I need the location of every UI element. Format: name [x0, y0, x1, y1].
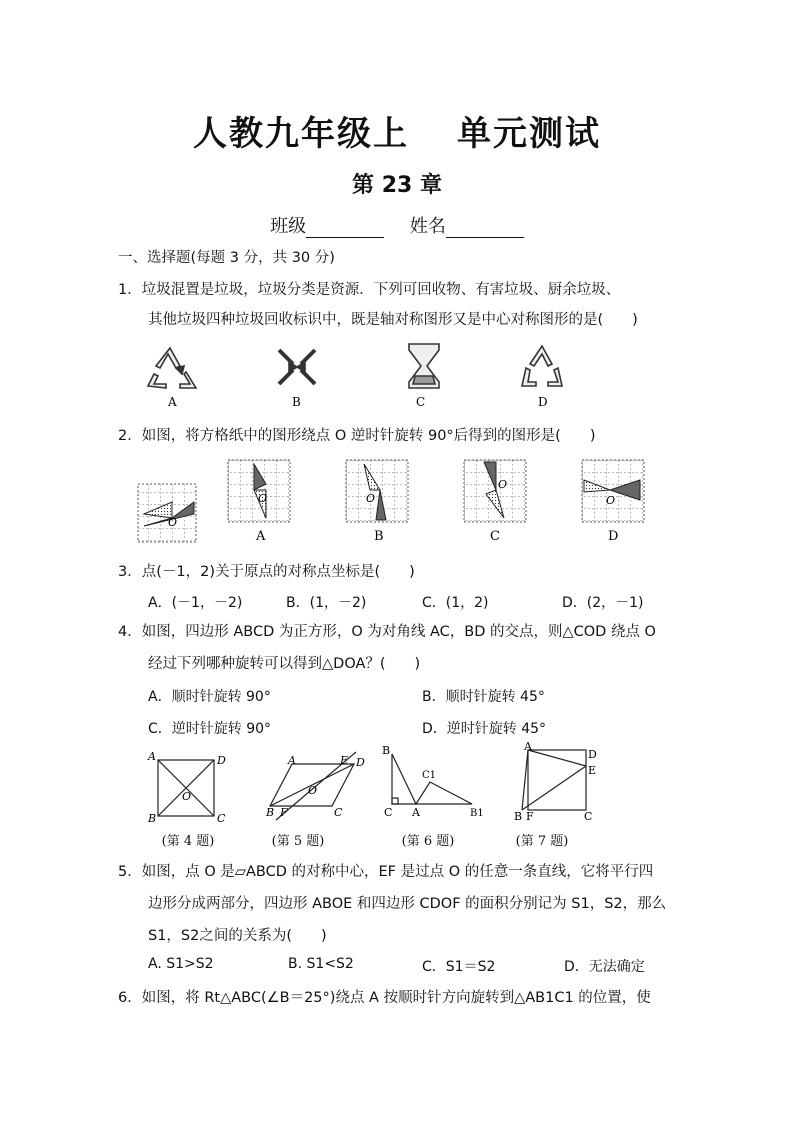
- hourglass-icon: [409, 344, 439, 388]
- svg-text:O: O: [168, 516, 178, 529]
- q4-line2: 经过下列哪种旋转可以得到△DOA？( ): [148, 656, 421, 672]
- svg-text:A: A: [524, 742, 532, 753]
- q5-option-a[interactable]: A. S1>S2: [148, 956, 214, 972]
- q2-option-d-figure: [582, 460, 644, 522]
- name-label: 姓名: [409, 216, 446, 237]
- q2-label-d: D: [608, 529, 619, 544]
- q4-option-c[interactable]: C．逆时针旋转 90°: [148, 721, 272, 737]
- q5-option-c[interactable]: C．S1＝S2: [422, 959, 496, 975]
- q5-line1: 5．如图，点 O 是▱ABCD 的对称中心，EF 是过点 O 的任意一条直线，它将平行四: [118, 864, 654, 880]
- svg-text:C: C: [217, 812, 226, 825]
- svg-text:O: O: [366, 492, 376, 505]
- recycle-icon: [522, 346, 562, 386]
- svg-text:A: A: [412, 806, 420, 819]
- svg-text:F: F: [280, 806, 288, 819]
- svg-text:B: B: [266, 806, 275, 819]
- q5-line3: S1，S2之间的关系为( ): [148, 928, 327, 944]
- svg-text:O: O: [182, 790, 192, 803]
- section-heading: 一、选择题(每题 3 分，共 30 分): [118, 250, 335, 266]
- svg-text:D: D: [588, 748, 597, 761]
- svg-text:C1: C1: [422, 770, 437, 781]
- fig5-caption: (第 5 题): [271, 834, 325, 849]
- svg-text:C: C: [384, 806, 393, 819]
- q1-label-c: C: [416, 395, 426, 409]
- svg-text:E: E: [588, 764, 597, 777]
- svg-text:C: C: [584, 810, 593, 823]
- q5-option-b[interactable]: B. S1<S2: [288, 956, 354, 972]
- q4-option-b[interactable]: B．顺时针旋转 45°: [422, 689, 545, 705]
- q2-figures: [136, 456, 656, 546]
- q5-option-d[interactable]: D．无法确定: [564, 959, 645, 975]
- q2-label-a: A: [256, 529, 266, 544]
- q3-option-d[interactable]: D．(2，－1): [562, 595, 644, 611]
- q2-label-c: C: [490, 529, 500, 544]
- class-field[interactable]: [306, 219, 384, 238]
- q6-text: 6．如图，将 Rt△ABC(∠B＝25°)绕点 A 按顺时针方向旋转到△AB1C1 的位置，使: [118, 990, 651, 1006]
- q4-line1: 4．如图，四边形 ABCD 为正方形，O 为对角线 AC，BD 的交点，则△COD 绕点 O: [118, 624, 656, 640]
- q1-icons: [140, 340, 580, 412]
- svg-text:O: O: [606, 494, 616, 507]
- svg-text:C: C: [334, 806, 343, 819]
- q2-option-a-figure: [228, 460, 290, 522]
- fig4-square: [158, 760, 214, 816]
- page-title: [0, 106, 794, 155]
- q3-text: 3．点(－1，2)关于原点的对称点坐标是( ): [118, 564, 415, 580]
- q2-option-c-figure: [464, 460, 526, 522]
- q1-label-b: B: [292, 395, 301, 409]
- q4-option-a[interactable]: A．顺时针旋转 90°: [148, 689, 271, 705]
- q1-line2: 其他垃圾四种垃圾回收标识中，既是轴对称图形又是中心对称图形的是( ): [148, 312, 638, 328]
- q4-option-d[interactable]: D．逆时针旋转 45°: [422, 721, 547, 737]
- geometry-figures: [140, 742, 620, 828]
- svg-text:O: O: [498, 478, 508, 491]
- svg-text:D: D: [217, 754, 226, 767]
- hazard-arrows-icon: [279, 350, 315, 384]
- svg-text:F: F: [526, 810, 534, 823]
- q1-line1: 1．垃圾混置是垃圾，垃圾分类是资源．下列可回收物、有害垃圾、厨余垃圾、: [118, 282, 621, 298]
- svg-text:O: O: [308, 784, 318, 797]
- q3-option-c[interactable]: C．(1，2): [422, 595, 489, 611]
- q3-option-a[interactable]: A．(－1，－2): [148, 595, 243, 611]
- fig4-caption: (第 4 题): [161, 834, 215, 849]
- q2-text: 2．如图，将方格纸中的图形绕点 O 逆时针旋转 90°后得到的图形是( ): [118, 428, 596, 444]
- svg-text:D: D: [356, 756, 365, 769]
- q2-option-b-figure: [346, 460, 408, 522]
- svg-text:A: A: [148, 750, 156, 763]
- q2-label-b: B: [374, 529, 384, 544]
- recycle-icon: [148, 348, 196, 388]
- fig7-caption: (第 7 题): [515, 834, 569, 849]
- name-field[interactable]: [446, 219, 524, 238]
- class-label: 班级: [270, 216, 307, 237]
- svg-text:B: B: [514, 810, 523, 823]
- q2-original-figure: [138, 484, 196, 542]
- student-info: [0, 212, 794, 238]
- svg-text:E: E: [340, 754, 349, 767]
- svg-text:O: O: [258, 492, 268, 505]
- svg-text:A: A: [288, 754, 296, 767]
- svg-text:B: B: [382, 744, 391, 757]
- q1-label-d: D: [538, 395, 548, 409]
- title-left: 人教九年级上: [193, 114, 409, 154]
- title-right: 单元测试: [457, 114, 601, 154]
- q1-label-a: A: [168, 395, 177, 409]
- chapter-heading: 第 23 章: [352, 173, 442, 198]
- svg-text:B: B: [148, 812, 157, 825]
- svg-text:B1: B1: [470, 808, 484, 819]
- fig7-square: [522, 750, 586, 810]
- fig6-caption: (第 6 题): [401, 834, 455, 849]
- q5-line2: 边形分成两部分，四边形 ABOE 和四边形 CDOF 的面积分别记为 S1，S2，那么: [148, 896, 667, 912]
- q3-option-b[interactable]: B．(1，－2): [286, 595, 367, 611]
